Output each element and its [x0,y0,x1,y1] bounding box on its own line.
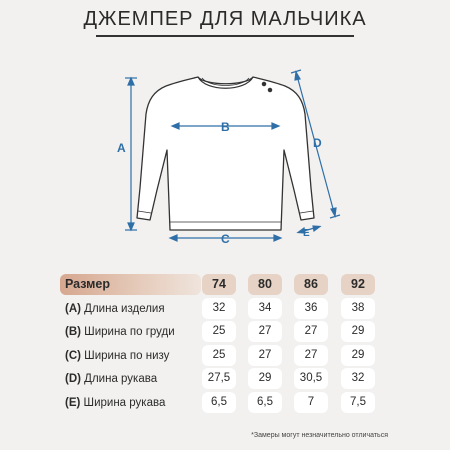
table-cell: 32 [341,368,375,389]
label-b: B [221,120,230,134]
label-c: C [221,232,230,246]
title-underline [96,35,354,37]
row-label: (B) Ширина по груди [65,326,175,338]
table-row [60,298,388,322]
table-cell: 38 [341,298,375,319]
jumper-diagram [0,40,450,260]
table-cell: 29 [341,345,375,366]
table-cell: 32 [202,298,236,319]
table-cell: 30,5 [294,368,328,389]
table-cell: 27 [294,345,328,366]
shoulder-button-2 [268,88,271,91]
label-e: E [303,228,310,239]
table-cell: 25 [202,345,236,366]
table-cell: 7 [294,392,328,413]
table-cell: 7,5 [341,392,375,413]
size-header-cell: 80 [248,274,282,295]
page-title: ДЖЕМПЕР ДЛЯ МАЛЬЧИКА [83,8,367,30]
table-cell: 27 [248,345,282,366]
table-cell: 25 [202,321,236,342]
label-d: D [313,136,322,150]
table-cell: 34 [248,298,282,319]
table-header-row [60,274,388,298]
size-table [60,274,388,415]
size-header-cell: 92 [341,274,375,295]
size-header-label: Размер [60,274,201,295]
jumper-outline [137,77,314,230]
row-label: (A) Длина изделия [65,302,165,315]
table-row [60,321,388,345]
size-header-cell: 74 [202,274,236,295]
row-label: (E) Ширина рукава [65,396,166,409]
table-cell: 36 [294,298,328,319]
row-label: (C) Ширина по низу [65,349,170,362]
table-cell: 27,5 [202,368,236,389]
table-cell: 27 [248,321,282,342]
table-cell: 6,5 [248,392,282,413]
table-row [60,392,388,416]
table-cell: 29 [248,368,282,389]
row-label: (D) Длина рукава [65,373,158,385]
footnote: *Замеры могут незначительно отличаться [251,432,388,439]
table-row [60,368,388,392]
table-cell: 27 [294,321,328,342]
table-cell: 29 [341,321,375,342]
label-a: A [117,141,126,155]
table-row [60,345,388,369]
table-cell: 6,5 [202,392,236,413]
shoulder-button-1 [262,82,265,85]
jumper-body [137,77,314,230]
size-header-cell: 86 [294,274,328,295]
